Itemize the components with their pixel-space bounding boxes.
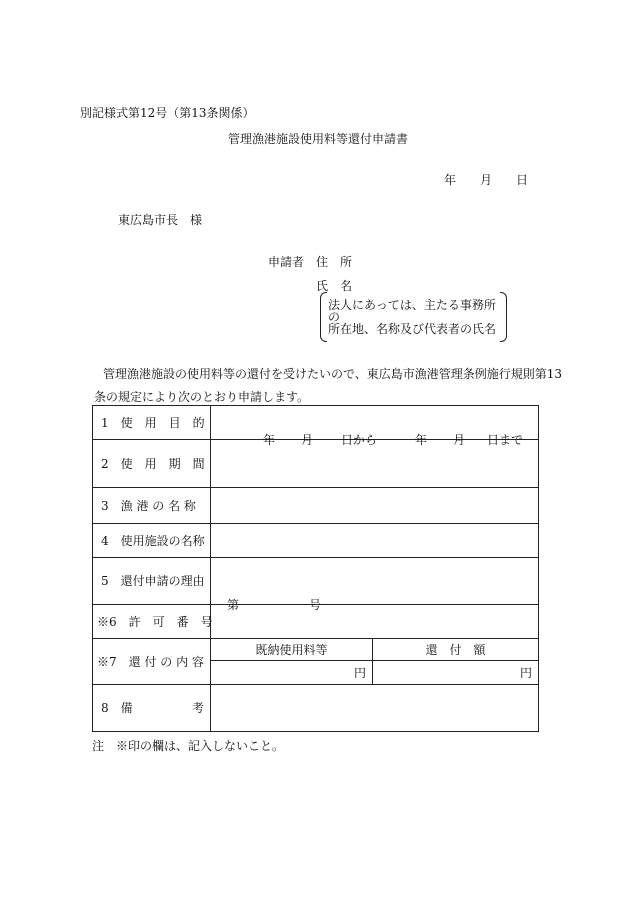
period-from-day: 日から [341,433,378,447]
remarks-label-start: 8 備 [101,701,133,715]
date-day: 日 [516,173,529,187]
table-row [93,605,539,639]
corporate-note-line1: 法人にあっては、主たる事務所の [328,298,496,324]
paid-fee-field[interactable]: 円 [211,661,373,685]
intro-text-line1: 管理漁港施設の使用料等の還付を受けたいので、東広島市漁港管理条例施行規則第13 [103,367,563,381]
harbor-field[interactable] [211,488,539,524]
permit-prefix: 第 [227,598,240,612]
intro-text-line2: 条の規定により次のとおり申請します。 [94,390,310,404]
table-row [93,440,539,488]
remarks-field[interactable] [211,685,539,732]
date-month: 月 [480,173,493,187]
table-row [93,685,539,732]
period-to-month: 月 [453,433,466,447]
period-to-year: 年 [415,433,428,447]
remarks-label-end: 考 [191,701,204,715]
application-table [92,405,539,732]
row-label-remarks [93,685,211,732]
table-row [93,639,539,661]
table-row [93,406,539,440]
table-row [93,524,539,558]
applicant-address-label: 申請者 住 所 [268,255,353,269]
row-label-refund: ※7 還 付 の 内 容 [93,639,211,685]
row-label-permit: ※6 許 可 番 号 [93,605,211,639]
corporate-note-bracket [320,292,507,342]
corporate-note-line2: 所在地、名称及び代表者の氏名 [328,322,497,336]
refund-amount-header: 還 付 額 [373,639,539,661]
row-label-reason: 5 還付申請の理由 [93,558,211,605]
facility-field[interactable] [211,524,539,558]
paid-fee-header: 既納使用料等 [211,639,373,661]
date-line [444,174,528,186]
period-to-day: 日まで [487,433,524,447]
footnote: 注 ※印の欄は、記入しないこと。 [92,739,285,753]
permit-field[interactable] [211,598,539,639]
row-label-harbor: 3 漁 港 の 名 称 [93,488,211,524]
document-title: 管理漁港施設使用料等還付申請書 [228,132,409,146]
period-from-year: 年 [263,433,276,447]
reason-field[interactable] [211,558,539,605]
addressee: 東広島市長 様 [118,213,203,227]
refund-amount-field[interactable]: 円 [373,661,539,685]
row-label-period: 2 使 用 期 間 [93,440,211,488]
date-year: 年 [444,173,457,187]
left-bracket [320,292,327,342]
form-reference: 別記様式第12号（第13条関係） [80,106,255,120]
applicant-name-label: 氏 名 [316,279,353,293]
period-field[interactable] [211,433,539,488]
row-label-facility: 4 使用施設の名称 [93,524,211,558]
period-from-month: 月 [301,433,314,447]
row-label-purpose: 1 使 用 目 的 [93,406,211,440]
table-row [93,488,539,524]
permit-suffix: 号 [309,598,322,612]
